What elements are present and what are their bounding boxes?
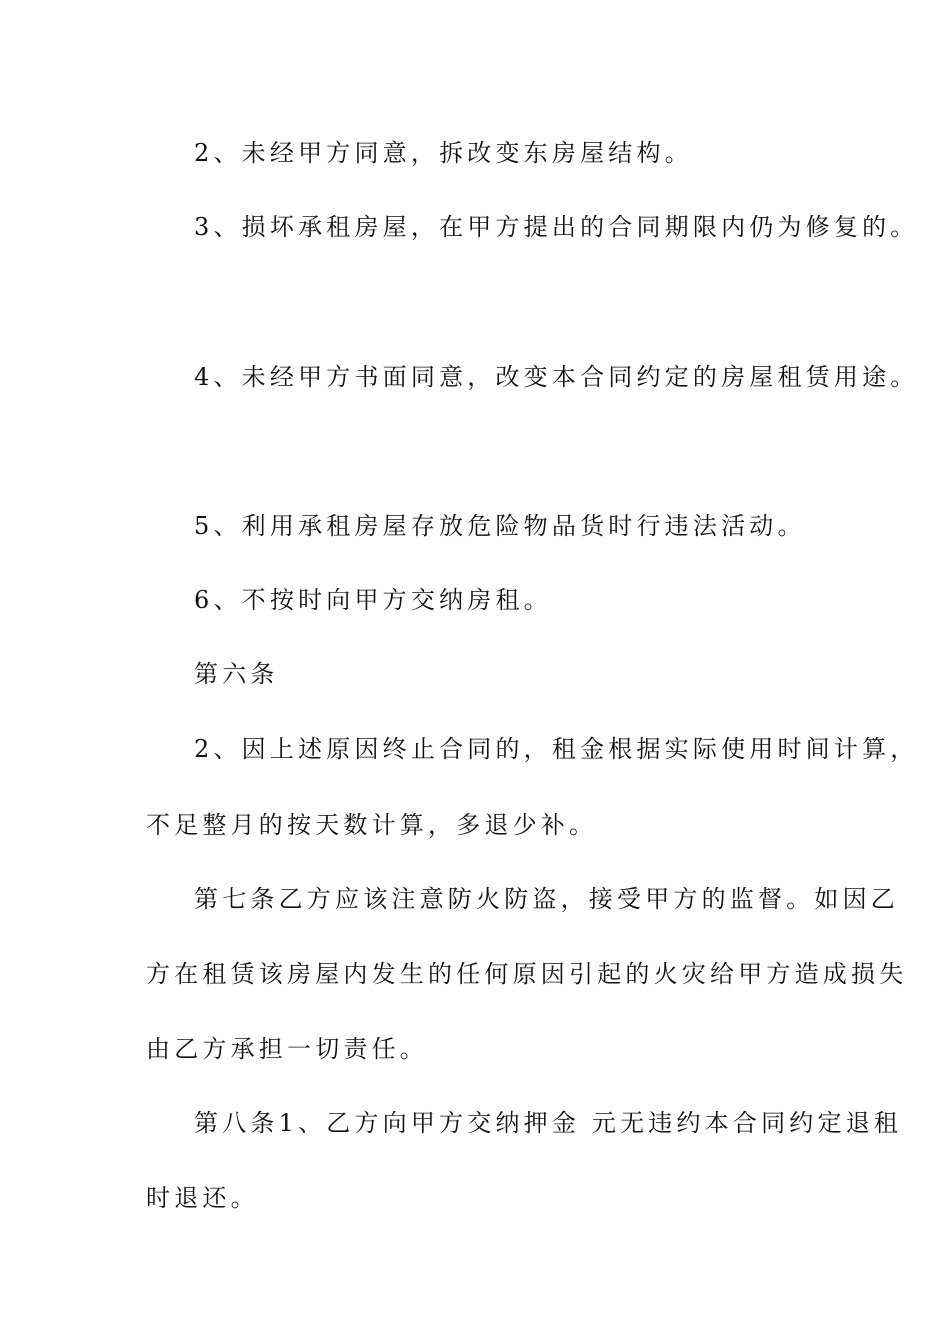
clause-item-2: 2、未经甲方同意，拆改变东房屋结构。 [194, 139, 693, 167]
clause-item-5: 5、利用承租房屋存放危险物品货时行违法活动。 [194, 512, 806, 540]
article-7-paragraph-line-2: 方在租赁该房屋内发生的任何原因引起的火灾给甲方造成损失 [146, 960, 908, 988]
clause-item-6: 6、不按时向甲方交纳房租。 [194, 586, 552, 614]
article-6-heading: 第六条 [194, 660, 279, 688]
article-8-paragraph-line-2: 时退还。 [146, 1184, 259, 1212]
clause-item-4: 4、未经甲方书面同意，改变本合同约定的房屋租赁用途。 [194, 363, 919, 391]
article-6-paragraph-line-2: 不足整月的按天数计算，多退少补。 [146, 811, 598, 839]
article-8-paragraph-line-1: 第八条1、乙方向甲方交纳押金 元无违约本合同约定退租 [194, 1109, 903, 1137]
clause-item-3: 3、损坏承租房屋，在甲方提出的合同期限内仍为修复的。 [194, 213, 919, 241]
article-6-paragraph-line-1: 2、因上述原因终止合同的，租金根据实际使用时间计算， [194, 735, 919, 763]
article-7-paragraph-line-1: 第七条乙方应该注意防火防盗，接受甲方的监督。如因乙 [194, 885, 899, 913]
article-7-paragraph-line-3: 由乙方承担一切责任。 [146, 1035, 428, 1063]
